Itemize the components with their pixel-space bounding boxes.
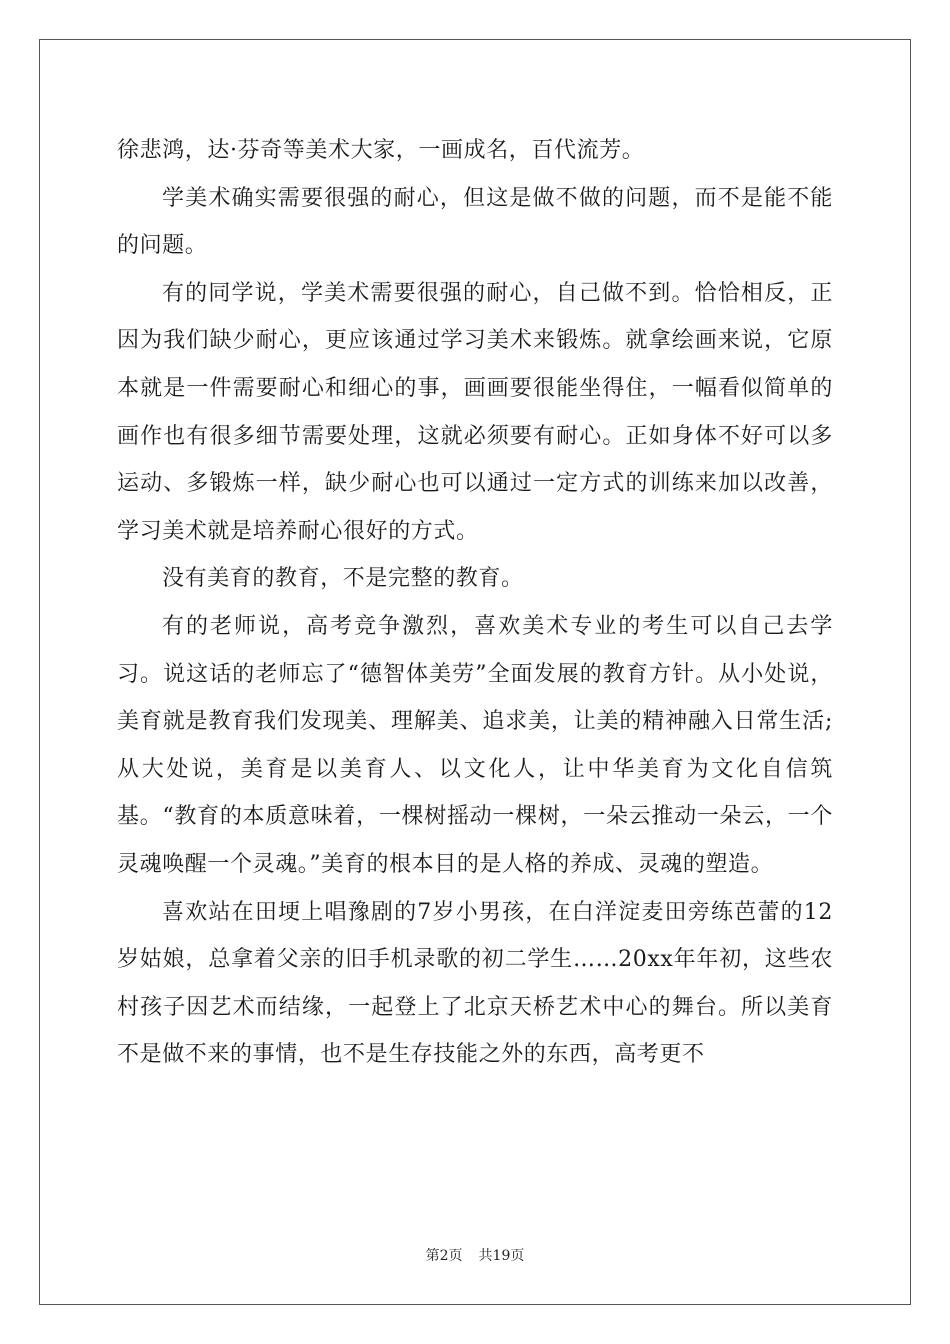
paragraph-5: 有的老师说，高考竞争激烈，喜欢美术专业的考生可以自己去学习。说这话的老师忘了“德智体美劳”全面发展的教育方针。从小处说，美育就是教育我们发现美、理解美、追求美，让美的精神融入日常生活;从大处说，美育是以美育人、以文化人，让中华美育为文化自信筑基。“教育的本质意味着，一棵树摇动一棵树，一朵云推动一朵云，一个灵魂唤醒一个灵魂。”美育的根本目的是人格的养成、灵魂的塑造。 [117, 613, 833, 877]
page-number: 第2页 [425, 1248, 463, 1264]
document-body [117, 127, 833, 1079]
page-footer [0, 1245, 950, 1265]
paragraph-6: 喜欢站在田埂上唱豫剧的7岁小男孩，在白洋淀麦田旁练芭蕾的12岁姑娘，总拿着父亲的旧手机录歌的初二学生……20xx年年初，这些农村孩子因艺术而结缘，一起登上了北京天桥艺术中心的舞台。所以美育不是做不来的事情，也不是生存技能之外的东西，高考更不 [117, 899, 833, 1068]
page-total: 共19页 [478, 1248, 525, 1264]
paragraph-2: 学美术确实需要很强的耐心，但这是做不做的问题，而不是能不能的问题。 [117, 185, 833, 259]
paragraph-1: 徐悲鸿，达·芬奇等美术大家，一画成名，百代流芳。 [117, 138, 645, 163]
paragraph-4: 没有美育的教育，不是完整的教育。 [162, 566, 524, 592]
paragraph-3: 有的同学说，学美术需要很强的耐心，自己做不到。恰恰相反，正因为我们缺少耐心，更应该通过学习美术来锻炼。就拿绘画来说，它原本就是一件需要耐心和细心的事，画画要很能坐得住，一幅看似简单的画作也有很多细节需要处理，这就必须要有耐心。正如身体不好可以多运动、多锻炼一样，缺少耐心也可以通过一定方式的训练来加以改善，学习美术就是培养耐心很好的方式。 [117, 280, 833, 544]
